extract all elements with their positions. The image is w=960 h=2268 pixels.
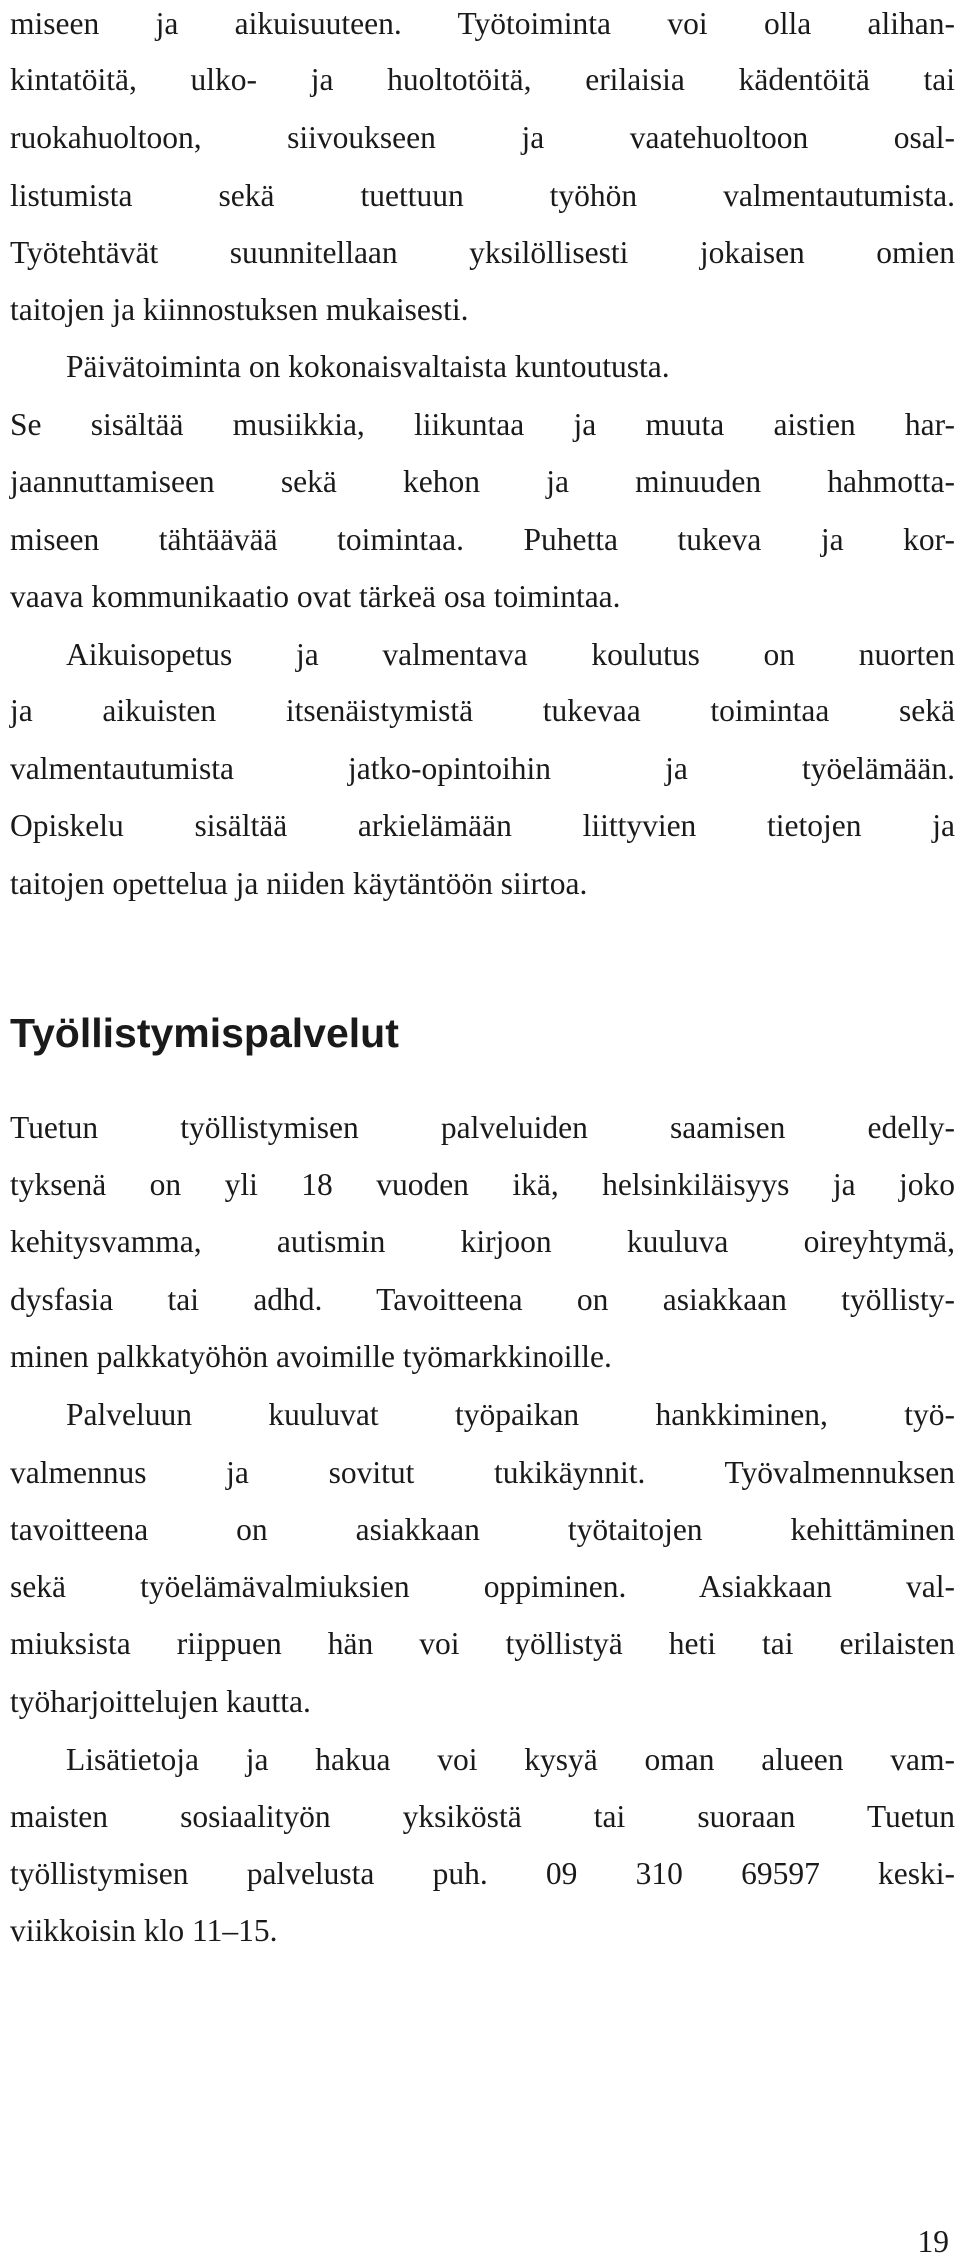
text-line: valmennus ja sovitut tukikäynnit. Työvalmennuksen: [10, 1455, 955, 1490]
text-line: minen palkkatyöhön avoimille työmarkkinoille.: [10, 1339, 612, 1374]
text-line: jaannuttamiseen sekä kehon ja minuuden hahmotta-: [10, 464, 955, 499]
text-line: sekä työelämävalmiuksien oppiminen. Asiakkaan val-: [10, 1569, 955, 1604]
text-line: taitojen ja kiinnostuksen mukaisesti.: [10, 292, 469, 327]
text-line: Opiskelu sisältää arkielämään liittyvien tietojen ja: [10, 808, 955, 843]
text-line: valmentautumista jatko-opintoihin ja työelämään.: [10, 751, 955, 786]
text-line: Työtehtävät suunnitellaan yksilöllisesti jokaisen omien: [10, 235, 955, 270]
section-heading: Työllistymispalvelut: [10, 1010, 399, 1056]
text-line: ruokahuoltoon, siivoukseen ja vaatehuoltoon osal-: [10, 120, 955, 155]
text-line: listumista sekä tuettuun työhön valmentautumista.: [10, 178, 955, 213]
text-line: Palveluun kuuluvat työpaikan hankkiminen, työ-: [66, 1397, 955, 1432]
text-line: Päivätoiminta on kokonaisvaltaista kuntoutusta.: [66, 349, 670, 384]
text-line: vaava kommunikaatio ovat tärkeä osa toimintaa.: [10, 579, 621, 614]
text-line: Tuetun työllistymisen palveluiden saamisen edelly-: [10, 1110, 955, 1145]
text-line: Aikuisopetus ja valmentava koulutus on nuorten: [66, 637, 955, 672]
text-line: miseen tähtäävää toimintaa. Puhetta tukeva ja kor-: [10, 522, 955, 557]
text-line: Lisätietoja ja hakua voi kysyä oman alueen vam-: [66, 1742, 955, 1777]
text-line: tavoitteena on asiakkaan työtaitojen kehittäminen: [10, 1512, 955, 1547]
text-line: miseen ja aikuisuuteen. Työtoiminta voi olla alihan-: [10, 6, 955, 41]
text-line: työllistymisen palvelusta puh. 09 310 69597 keski-: [10, 1856, 955, 1891]
text-line: ja aikuisten itsenäistymistä tukevaa toimintaa sekä: [10, 693, 955, 728]
text-line: tyksenä on yli 18 vuoden ikä, helsinkiläisyys ja joko: [10, 1167, 955, 1202]
text-line: kintatöitä, ulko- ja huoltotöitä, erilaisia kädentöitä tai: [10, 62, 955, 97]
text-line: kehitysvamma, autismin kirjoon kuuluva oireyhtymä,: [10, 1224, 955, 1259]
text-line: taitojen opettelua ja niiden käytäntöön siirtoa.: [10, 866, 588, 901]
text-line: maisten sosiaalityön yksiköstä tai suoraan Tuetun: [10, 1799, 955, 1834]
text-line: miuksista riippuen hän voi työllistyä heti tai erilaisten: [10, 1626, 955, 1661]
text-line: viikkoisin klo 11–15.: [10, 1913, 278, 1948]
text-line: Se sisältää musiikkia, liikuntaa ja muuta aistien har-: [10, 407, 955, 442]
page-number: 19: [917, 2224, 949, 2259]
text-line: työharjoittelujen kautta.: [10, 1684, 311, 1719]
text-line: dysfasia tai adhd. Tavoitteena on asiakkaan työllisty-: [10, 1282, 955, 1317]
